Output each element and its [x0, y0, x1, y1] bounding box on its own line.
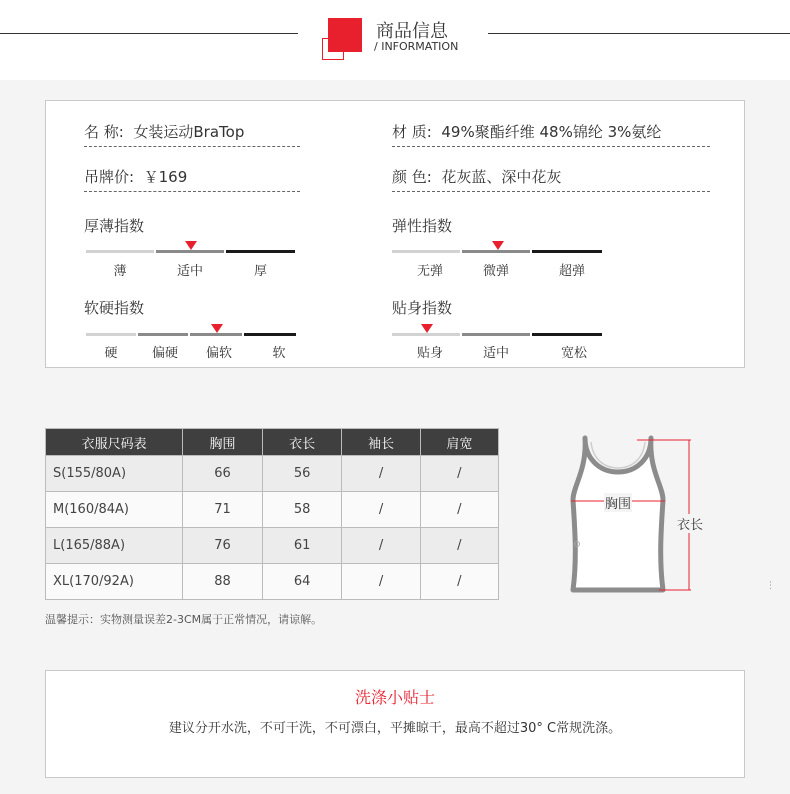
table-cell: /	[342, 528, 420, 564]
dots-icon: ⋮	[766, 581, 775, 591]
product-info-panel	[45, 100, 745, 368]
divider	[84, 191, 300, 192]
table-cell: /	[420, 456, 498, 492]
fit-option: 适中	[482, 346, 509, 361]
softness-scale-segment	[190, 333, 242, 336]
table-cell: S(155/80A)	[46, 456, 183, 492]
info-name	[84, 121, 244, 143]
thickness-scale-segment	[86, 250, 154, 253]
thickness-scale-segment	[226, 250, 295, 253]
elasticity-index-title: 弹性指数	[392, 217, 453, 235]
header-subtitle: / INFORMATION	[374, 40, 459, 53]
table-cell: L(165/88A)	[46, 528, 183, 564]
material-label: 材 质:	[392, 123, 432, 141]
elasticity-scale-segment	[532, 250, 602, 253]
length-label: 衣长	[676, 514, 704, 533]
size-col-header: 肩宽	[420, 429, 498, 456]
table-cell: 58	[262, 492, 342, 528]
table-cell: 71	[183, 492, 263, 528]
softness-scale-segment	[138, 333, 188, 336]
table-row	[46, 528, 499, 564]
header-rule-right	[488, 33, 790, 34]
elasticity-scale-segment	[392, 250, 460, 253]
wash-tips-title: 洗涤小贴士	[354, 688, 435, 707]
name-value: 女装运动BraTop	[133, 123, 245, 141]
table-cell: /	[420, 564, 498, 600]
elasticity-marker-icon	[492, 241, 504, 250]
elasticity-option: 微弹	[482, 264, 509, 279]
header-rule-left	[0, 33, 298, 34]
thickness-marker-icon	[185, 241, 197, 250]
softness-option: 偏硬	[151, 346, 178, 361]
name-label: 名 称:	[84, 123, 124, 141]
table-cell: /	[342, 492, 420, 528]
size-table	[45, 428, 499, 600]
softness-scale-segment	[86, 333, 136, 336]
info-color	[392, 166, 561, 188]
table-cell: 56	[262, 456, 342, 492]
fit-scale-segment	[392, 333, 460, 336]
fit-option: 贴身	[416, 346, 443, 361]
thickness-option: 薄	[113, 264, 127, 279]
elasticity-scale-segment	[462, 250, 530, 253]
elasticity-option: 无弹	[416, 264, 443, 279]
table-row	[46, 492, 499, 528]
table-row	[46, 456, 499, 492]
wash-tips-panel	[45, 670, 745, 778]
table-cell: 88	[183, 564, 263, 600]
header-title: 商品信息	[376, 21, 448, 42]
chest-label: 胸围	[604, 493, 632, 512]
table-cell: /	[342, 456, 420, 492]
wash-tips-text: 建议分开水洗，不可干洗，不可漂白，平摊晾干，最高不超过30° C常规洗涤。	[168, 721, 622, 736]
softness-option: 偏软	[205, 346, 232, 361]
color-value: 花灰蓝、深中花灰	[441, 168, 562, 186]
table-cell: /	[420, 528, 498, 564]
size-col-header: 袖长	[342, 429, 420, 456]
table-cell: /	[420, 492, 498, 528]
price-value: ￥169	[143, 168, 188, 186]
material-value: 49%聚酯纤维 48%锦纶 3%氨纶	[441, 123, 662, 141]
fit-scale-segment	[532, 333, 602, 336]
info-material	[392, 121, 661, 143]
table-row	[46, 564, 499, 600]
size-col-header: 衣服尺码表	[46, 429, 183, 456]
fit-scale-segment	[462, 333, 530, 336]
thickness-option: 适中	[176, 264, 203, 279]
fit-option: 宽松	[560, 346, 587, 361]
softness-marker-icon	[211, 324, 223, 333]
tank-top-outline-icon	[573, 438, 663, 590]
softness-option: 软	[272, 346, 286, 361]
divider	[392, 146, 710, 147]
size-table-header	[46, 429, 499, 456]
elasticity-option: 超弹	[558, 264, 585, 279]
table-cell: XL(170/92A)	[46, 564, 183, 600]
table-cell: 61	[262, 528, 342, 564]
table-cell: 76	[183, 528, 263, 564]
table-cell: 64	[262, 564, 342, 600]
color-label: 颜 色:	[392, 168, 432, 186]
table-cell: M(160/84A)	[46, 492, 183, 528]
thickness-index-title: 厚薄指数	[84, 217, 145, 235]
thickness-option: 厚	[253, 264, 267, 279]
fit-marker-icon	[421, 324, 433, 333]
size-col-header: 胸围	[183, 429, 263, 456]
info-price	[84, 166, 187, 188]
softness-index-title: 软硬指数	[84, 299, 145, 317]
measurement-tip: 温馨提示：实物测量误差2-3CM属于正常情况，请谅解。	[45, 613, 323, 626]
thickness-scale-segment	[156, 250, 224, 253]
divider	[392, 191, 710, 192]
price-label: 吊牌价:	[84, 168, 135, 186]
softness-scale-segment	[244, 333, 296, 336]
table-cell: /	[342, 564, 420, 600]
section-header	[0, 0, 790, 80]
divider	[84, 146, 300, 147]
table-cell: 66	[183, 456, 263, 492]
softness-option: 硬	[104, 346, 118, 361]
header-square-icon	[328, 18, 362, 52]
size-col-header: 衣长	[262, 429, 342, 456]
fit-index-title: 贴身指数	[392, 299, 453, 317]
